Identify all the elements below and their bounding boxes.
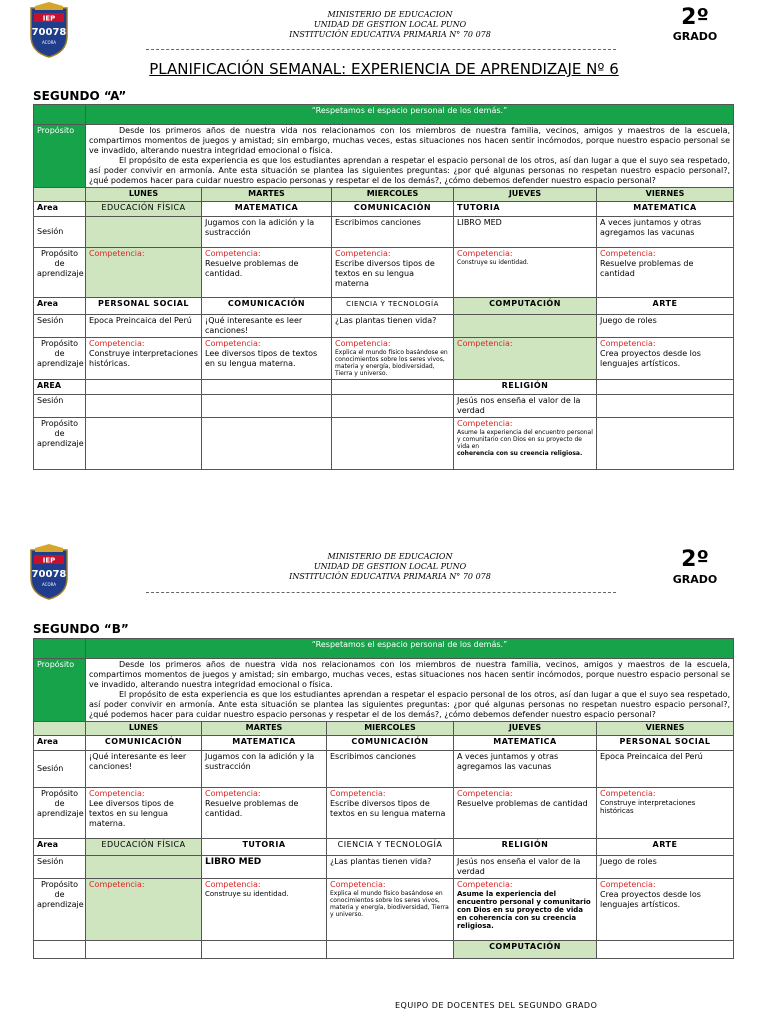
header-rule (146, 592, 616, 593)
session-cell: A veces juntamos y otras agregamos las vacunas (597, 217, 734, 248)
competencia-cell: Competencia: Lee diversos tipos de textos en su lengua materna. (86, 788, 202, 839)
sesion-label: Sesión (34, 751, 86, 788)
header-lines (190, 10, 590, 40)
competencia-cell: Competencia: Construye su identidad. (202, 879, 327, 941)
day-jueves: JUEVES (454, 188, 597, 202)
section-label: SEGUNDO “A” (33, 89, 127, 103)
school-logo (29, 544, 69, 600)
proposito-aprendizaje-label: Propósito de aprendizaje (34, 338, 86, 380)
plan-table-a (33, 104, 734, 470)
day-lunes: LUNES (86, 188, 202, 202)
session-cell: LIBRO MED (202, 856, 327, 879)
svg-text:ACORA: ACORA (42, 40, 56, 45)
area-cell: COMPUTACIÓN (454, 298, 597, 315)
area-cell: MATEMATICA (202, 736, 327, 751)
competencia-cell: Competencia: Lee diversos tipos de textos en su lengua materna. (202, 338, 332, 380)
footer-team: EQUIPO DE DOCENTES DEL SEGUNDO GRADO (395, 1001, 598, 1010)
area-cell: CIENCIA Y TECNOLOGÍA (327, 839, 454, 856)
session-cell: Jesús nos enseña el valor de la verdad (454, 395, 597, 418)
session-cell: Jugamos con la adición y la sustracción (202, 751, 327, 788)
area-label: Area (34, 736, 86, 751)
competencia-cell: Competencia: Construye interpretaciones históricas (597, 788, 734, 839)
area-cell: RELIGIÓN (454, 380, 597, 395)
proposito-label: Propósito (34, 125, 86, 188)
school-logo (29, 2, 69, 58)
area-cell: EDUCACIÓN FÍSICA (86, 839, 202, 856)
area-cell: MATEMATICA (597, 202, 734, 217)
proposito-aprendizaje-label: Propósito de aprendizaje (34, 788, 86, 839)
session-cell: ¿Las plantas tienen vida? (332, 315, 454, 338)
institution-line: INSTITUCIÓN EDUCATIVA PRIMARIA N° 70 078 (289, 572, 491, 581)
svg-text:ACORA: ACORA (42, 582, 56, 587)
grade-label: GRADO (672, 573, 718, 586)
area-cell: ARTE (597, 298, 734, 315)
area-cell: COMPUTACIÓN (454, 941, 597, 959)
grade-label: GRADO (672, 30, 718, 43)
session-cell (454, 315, 597, 338)
svg-text:70078: 70078 (31, 27, 67, 38)
svg-text:70078: 70078 (31, 569, 67, 580)
proposito-aprendizaje-label: Propósito de aprendizaje (34, 248, 86, 298)
competencia-cell: Competencia: Escribe diversos tipos de textos en su lengua materna (332, 248, 454, 298)
area-label: AREA (34, 380, 86, 395)
session-cell: Epoca Preincaica del Perú (86, 315, 202, 338)
session-cell: Epoca Preincaica del Perú (597, 751, 734, 788)
competencia-cell: Competencia: Asume la experiencia del encuentro personal y comunitario con Dios en su proyecto de vida en coherencia con su creencia religiosa. (454, 879, 597, 941)
competencia-cell: Competencia: Asume la experiencia del encuentro personal y comunitario con Dios en su proyecto de vida en coherencia con su creencia religiosa. (454, 418, 597, 470)
competencia-cell: Competencia: Crea proyectos desde los lenguajes artísticos. (597, 879, 734, 941)
session-cell: ¡Qué interesante es leer canciones! (202, 315, 332, 338)
session-cell (86, 217, 202, 248)
day-martes: MARTES (202, 722, 327, 736)
area-cell: RELIGIÓN (454, 839, 597, 856)
sesion-label: Sesión (34, 315, 86, 338)
proposito-text: Desde los primeros años de nuestra vida nos relacionamos con los miembros de nuestra familia, vecinos, amigos y maestros de la escuela, compartimos momentos de juegos y amistad; sin embargo, muchas veces, estas situaciones nos hacen sentir incómodos, porque nuestro espacio personal se ve invadido, alterando nuestra integridad emocional o física. El propósito de esta experiencia es que los estudiantes aprendan a respetar el espacio personal de los otros, así dan lugar a que el suyo sea respetado, así poder convivir en armonía. Ante esta situación se plantea las siguientes preguntas: ¿por qué algunas personas no respetan nuestro espacio personal?, ¿qué podemos hacer para cuidar nuestro espacio personas y respetar el de los demás?, ¿cómo debemos defender nuestro espacio personal? (86, 125, 734, 188)
area-cell: COMUNICACIÓN (327, 736, 454, 751)
area-cell: PERSONAL SOCIAL (86, 298, 202, 315)
proposito-label: Propósito (34, 659, 86, 722)
session-cell: Juego de roles (597, 315, 734, 338)
competencia-cell: Competencia: (86, 248, 202, 298)
area-cell: COMUNICACIÓN (202, 298, 332, 315)
section-label: SEGUNDO “B” (33, 622, 129, 636)
day-lunes: LUNES (86, 722, 202, 736)
ugel-line: UNIDAD DE GESTION LOCAL PUNO (313, 20, 467, 29)
day-miercoles: MIERCOLES (332, 188, 454, 202)
session-cell: Escribimos canciones (327, 751, 454, 788)
area-cell: ARTE (597, 839, 734, 856)
area-cell: CIENCIA Y TECNOLOGÍA (332, 298, 454, 315)
session-cell: LIBRO MED (454, 217, 597, 248)
sesion-label: Sesión (34, 395, 86, 418)
grade-number: 2º (681, 5, 709, 30)
area-label: Area (34, 202, 86, 217)
area-cell: MATEMATICA (454, 736, 597, 751)
area-cell: TUTORIA (454, 202, 597, 217)
header-rule (146, 49, 616, 50)
session-cell: Escribimos canciones (332, 217, 454, 248)
competencia-cell: Competencia: (86, 879, 202, 941)
area-cell: EDUCACIÓN FÍSICA (86, 202, 202, 217)
competencia-cell: Competencia: Construye su identidad. (454, 248, 597, 298)
area-cell: COMUNICACIÓN (86, 736, 202, 751)
competencia-cell: Competencia: Explica el mundo físico basándose en conocimientos sobre los seres vivos, materia y energía, biodiversidad, Tierra y universo. (332, 338, 454, 380)
competencia-cell: Competencia: Escribe diversos tipos de textos en su lengua materna (327, 788, 454, 839)
session-cell: A veces juntamos y otras agregamos las vacunas (454, 751, 597, 788)
day-martes: MARTES (202, 188, 332, 202)
area-label: Area (34, 298, 86, 315)
svg-text:IEP: IEP (42, 14, 56, 23)
competencia-cell: Competencia: Explica el mundo físico basándose en conocimientos sobre los seres vivos, materia y energía, biodiversidad, Tierra y universo. (327, 879, 454, 941)
plan-table-b (33, 638, 734, 959)
theme-title: “Respetamos el espacio personal de los demás.” (86, 639, 734, 659)
svg-text:IEP: IEP (42, 556, 56, 565)
session-cell (86, 856, 202, 879)
competencia-cell: Competencia: Construye interpretaciones históricas. (86, 338, 202, 380)
area-cell: COMUNICACIÓN (332, 202, 454, 217)
competencia-cell: Competencia: Resuelve problemas de cantidad. (202, 788, 327, 839)
session-cell: ¡Qué interesante es leer canciones! (86, 751, 202, 788)
area-cell: TUTORIA (202, 839, 327, 856)
proposito-text: Desde los primeros años de nuestra vida nos relacionamos con los miembros de nuestra familia, vecinos, amigos y maestros de la escuela, compartimos momentos de juegos y amistad; sin embargo, muchas veces, estas situaciones nos hacen sentir incómodos, porque nuestro espacio personal se ve invadido, alterando nuestra integridad emocional o física. El propósito de esta experiencia es que los estudiantes aprendan a respetar el espacio personal de los otros, así dan lugar a que el suyo sea respetado, así poder convivir en armonía. Ante esta situación se plantea las siguientes preguntas: ¿por qué algunas personas no respetan nuestro espacio personal?, ¿qué podemos hacer para cuidar nuestro espacio personas y respetar el de los demás?, ¿cómo debemos defender nuestro espacio personal? (86, 659, 734, 722)
ministry-line: MINISTERIO DE EDUCACION (327, 10, 453, 19)
proposito-aprendizaje-label: Propósito de aprendizaje (34, 879, 86, 941)
page-title: PLANIFICACIÓN SEMANAL: EXPERIENCIA DE APRENDIZAJE Nº 6 (149, 60, 619, 78)
competencia-cell: Competencia: Resuelve problemas de cantidad (454, 788, 597, 839)
session-cell: Jesús nos enseña el valor de la verdad (454, 856, 597, 879)
day-miercoles: MIERCOLES (327, 722, 454, 736)
sesion-label: Sesión (34, 856, 86, 879)
session-cell: Juego de roles (597, 856, 734, 879)
competencia-cell: Competencia: Resuelve problemas de cantidad. (202, 248, 332, 298)
day-viernes: VIERNES (597, 188, 734, 202)
day-jueves: JUEVES (454, 722, 597, 736)
grade-number: 2º (681, 547, 709, 572)
area-cell: PERSONAL SOCIAL (597, 736, 734, 751)
competencia-cell: Competencia: Crea proyectos desde los lenguajes artísticos. (597, 338, 734, 380)
competencia-cell: Competencia: (454, 338, 597, 380)
institution-line: INSTITUCIÓN EDUCATIVA PRIMARIA N° 70 078 (289, 30, 491, 39)
ugel-line: UNIDAD DE GESTION LOCAL PUNO (313, 562, 467, 571)
sesion-label: Sesión (34, 217, 86, 248)
theme-title: “Respetamos el espacio personal de los demás.” (86, 105, 734, 125)
session-cell: ¿Las plantas tienen vida? (327, 856, 454, 879)
area-cell: MATEMATICA (202, 202, 332, 217)
proposito-aprendizaje-label: Propósito de aprendizaje (34, 418, 86, 470)
header-lines (190, 552, 590, 582)
session-cell: Jugamos con la adición y la sustracción (202, 217, 332, 248)
ministry-line: MINISTERIO DE EDUCACION (327, 552, 453, 561)
day-viernes: VIERNES (597, 722, 734, 736)
area-label: Area (34, 839, 86, 856)
competencia-cell: Competencia: Resuelve problemas de cantidad (597, 248, 734, 298)
